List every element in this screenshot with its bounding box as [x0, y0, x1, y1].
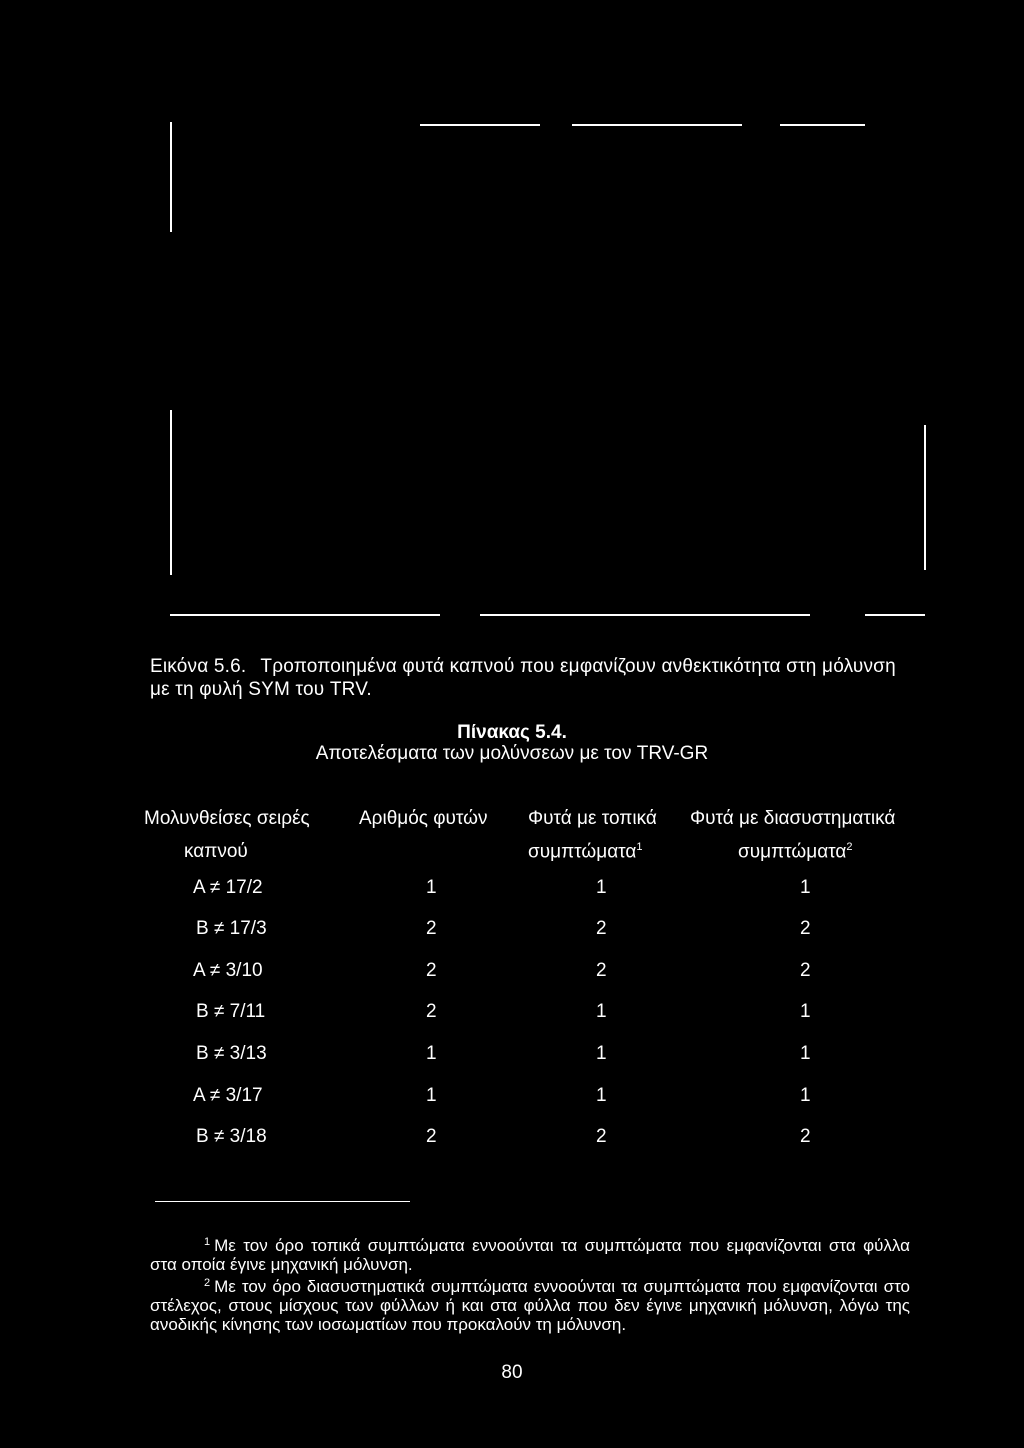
row-local: 1 [596, 1001, 607, 1022]
table-title: Αποτελέσματα των μολύνσεων με τον TRV-GR [315, 743, 709, 764]
figure-caption-number: Εικόνα 5.6. [150, 656, 247, 677]
figure-bottom-border-3 [865, 614, 925, 616]
row-local: 2 [596, 1126, 607, 1147]
row-line: B ≠ 3/18 [196, 1126, 267, 1147]
footnote-1 [150, 1233, 910, 1274]
figure-top-border-3 [780, 124, 865, 126]
figure-bottom-border-1 [170, 614, 440, 616]
row-plants: 2 [426, 960, 437, 981]
footnotes [150, 1233, 910, 1334]
row-systemic: 1 [800, 1085, 811, 1106]
header-col4-footnote-mark: 2 [846, 841, 853, 853]
row-local: 2 [596, 918, 607, 939]
figure-right-border [924, 425, 926, 570]
row-plants: 2 [426, 1001, 437, 1022]
row-line: B ≠ 7/11 [196, 1001, 266, 1022]
row-systemic: 1 [800, 877, 811, 898]
footnote-1-text: Με τον όρο τοπικά συμπτώματα εννοούνται τα συμπτώματα που εμφανίζονται στα φύλλα στα οποία έγινε μηχανική μόλυνση. [150, 1236, 910, 1274]
header-col3-line2-text: συμπτώματα [528, 841, 637, 863]
row-line: B ≠ 3/13 [196, 1043, 267, 1064]
row-plants: 1 [426, 1043, 437, 1064]
row-systemic: 2 [800, 918, 811, 939]
row-local: 1 [596, 1085, 607, 1106]
row-systemic: 1 [800, 1001, 811, 1022]
figure-top-border-1 [420, 124, 540, 126]
figure-left-border-lower [170, 410, 172, 575]
header-col3-line2 [528, 841, 643, 863]
page-number: 80 [501, 1362, 523, 1383]
header-col4-line2-text: συμπτώματα [738, 841, 847, 863]
footnote-1-mark: 1 [204, 1236, 211, 1248]
header-col4-line1: Φυτά με διασυστηματικά [690, 808, 896, 829]
figure-caption-text: Τροποποιημένα φυτά καπνού που εμφανίζουν ανθεκτικότητα στη μόλυνση με τη φυλή SYM του TRV. [150, 656, 896, 700]
row-systemic: 2 [800, 960, 811, 981]
footnote-separator [155, 1201, 410, 1202]
header-col1-line2: καπνού [184, 841, 248, 862]
header-col2-line1: Αριθμός φυτών [359, 808, 488, 829]
figure-caption [150, 655, 910, 701]
row-plants: 1 [426, 1085, 437, 1106]
row-plants: 2 [426, 918, 437, 939]
header-col1-line1: Μολυνθείσες σειρές [144, 808, 310, 829]
row-systemic: 1 [800, 1043, 811, 1064]
row-plants: 2 [426, 1126, 437, 1147]
row-line: A ≠ 3/17 [193, 1085, 263, 1106]
row-systemic: 2 [800, 1126, 811, 1147]
row-local: 2 [596, 960, 607, 981]
row-line: B ≠ 17/3 [196, 918, 267, 939]
table-label: Πίνακας 5.4. [457, 722, 567, 743]
footnote-2-mark: 2 [204, 1277, 211, 1289]
footnote-2 [150, 1274, 910, 1334]
footnote-2-text: Με τον όρο διασυστηματικά συμπτώματα εννοούνται τα συμπτώματα που εμφανίζονται στο στέλεχος, στους μίσχους των φύλλων ή και στα φύλλα που δεν έγινε μηχανική μόλυνση, λόγω της ανοδικής κίνησης των ιοσωματίων που προκαλούν τη μόλυνση. [150, 1277, 910, 1334]
row-local: 1 [596, 877, 607, 898]
figure-bottom-border-2 [480, 614, 810, 616]
header-col4-line2 [738, 841, 853, 863]
row-local: 1 [596, 1043, 607, 1064]
figure-left-border-upper [170, 122, 172, 232]
header-col3-footnote-mark: 1 [636, 841, 643, 853]
header-col3-line1: Φυτά με τοπικά [528, 808, 657, 829]
row-line: A ≠ 3/10 [193, 960, 263, 981]
figure-top-border-2 [572, 124, 742, 126]
row-plants: 1 [426, 877, 437, 898]
row-line: A ≠ 17/2 [193, 877, 263, 898]
